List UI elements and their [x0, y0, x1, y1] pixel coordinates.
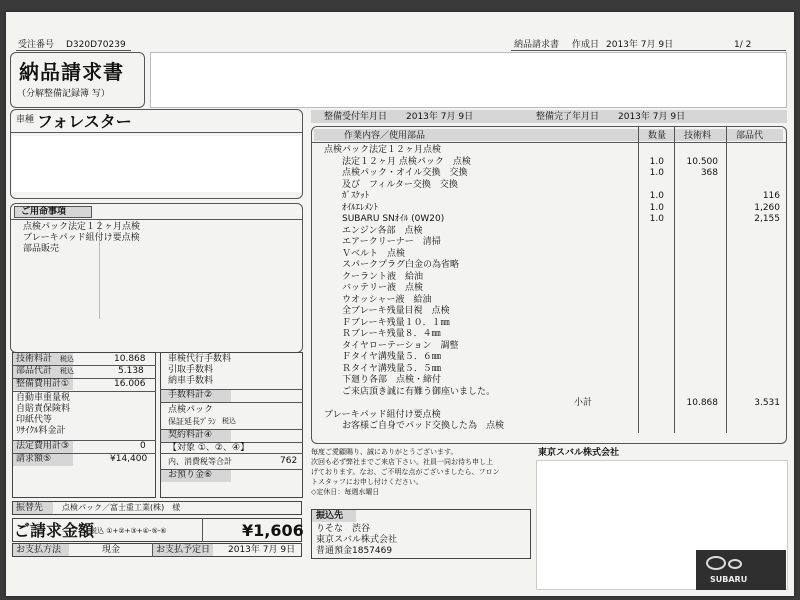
received-label: 整備受付年月日	[324, 112, 388, 122]
order-number: D320D70239	[66, 40, 126, 50]
note-line: トスタッフにお申し付けください。	[311, 478, 423, 486]
parts-total-label: 部品代計	[16, 366, 53, 376]
work-item-text: エンジン各部 点検	[342, 225, 423, 236]
legal-total: 0	[140, 441, 146, 451]
vehicle-label: 車種	[16, 115, 35, 125]
order-number-label: 受注番号	[18, 40, 55, 50]
col-content-header: 作業内容／使用部品	[344, 131, 426, 141]
legal-item: 自賠責保険料	[16, 404, 71, 414]
work-item-text: 点検パック・オイル交換 交換	[342, 168, 468, 178]
work-item-text: ご来店頂き誠に有難う御座いました。	[342, 386, 496, 397]
subaru-logo	[696, 550, 786, 590]
billing-formula: 税込 ①+②+③+④-⑤-⑥	[90, 527, 167, 535]
work-item-text: Ｒブレーキ残量８．４㎜	[342, 329, 441, 339]
request-box	[10, 203, 303, 353]
page-title: 納品請求書	[19, 60, 124, 84]
agency-fee-label: 車検代行手数料	[168, 354, 232, 364]
parts-total: 5.138	[118, 366, 144, 376]
work-item-qty: 1.0	[649, 191, 664, 201]
created-date: 2013年 7月 9日	[606, 40, 674, 50]
deposit-label: お預り金⑥	[168, 470, 213, 480]
work-item-text: Ｆタイヤ溝残量５．６㎜	[342, 352, 441, 362]
work-item-text: お客様ご自身でパッド交換した為 点検	[342, 421, 505, 431]
subtotal-tech: 10.868	[686, 398, 718, 408]
method-label: お支払方法	[16, 545, 62, 555]
work-item-tech: 10.500	[686, 156, 718, 167]
work-item-qty: 1.0	[649, 168, 664, 178]
bank-line: 普通預金1857469	[316, 546, 393, 556]
tax-excl-badge: 税込	[60, 367, 74, 375]
work-item-text: クーラント液 給油	[342, 271, 424, 282]
work-rows	[312, 144, 786, 444]
work-item-parts: 116	[762, 191, 780, 201]
request-item: ブレーキパッド組付け要点検	[23, 233, 140, 243]
work-item-text: ｵｲﾙｴﾚﾒﾝﾄ	[342, 202, 379, 213]
work-item-text: バッテリー液 点検	[342, 283, 424, 293]
logo-text: SUBARU	[710, 575, 748, 584]
work-item-text: ブレーキパッド組付け要点検	[324, 409, 441, 420]
work-item-text: 及び フィルター交換 交換	[342, 179, 458, 190]
tax-excl-badge: 税込	[60, 355, 74, 363]
tax-in-badge: 税込	[222, 417, 236, 425]
note-line: げております。なお、ご不明な点がございましたら、フロン	[311, 468, 500, 476]
work-item-text: エアークリーナー 清掃	[342, 237, 441, 247]
vehicle-box	[10, 109, 303, 199]
total-amount: ¥14,400	[110, 454, 148, 464]
work-item-text: 点検パック法定１２ヶ月点検	[324, 145, 442, 155]
work-item-text: ウオッシャー液 給油	[342, 294, 432, 305]
request-item: 部品販売	[23, 244, 60, 254]
contract-total-label: 契約料計④	[168, 430, 213, 440]
work-item-parts: 1,260	[754, 202, 780, 213]
customer-info-redacted	[150, 52, 787, 108]
created-label: 作成日	[572, 40, 600, 50]
subtotal-label: 小計	[574, 398, 593, 408]
notes	[311, 447, 531, 507]
due-label: お支払予定日	[156, 545, 211, 555]
consumption-tax: 762	[280, 456, 298, 466]
work-item-text: 法定１２ヶ月 点検パック 点検	[342, 156, 471, 167]
delivery-fee-label: 納車手数料	[168, 376, 214, 386]
warranty-label: 保証延長ﾌﾟﾗﾝ	[168, 417, 216, 426]
header-doc-label: 納品請求書	[514, 40, 560, 50]
work-row	[312, 420, 786, 432]
tech-total: 10.868	[114, 354, 146, 364]
work-item-text: Ｖベルト 点検	[342, 248, 406, 259]
note-line: 毎度ご愛顧賜り、誠にありがとうございます。	[311, 448, 458, 456]
col-qty-header: 数量	[648, 131, 667, 141]
work-item-text: SUBARU SNｵｲﾙ (0W20)	[342, 214, 445, 224]
completed-label: 整備完了年月日	[536, 112, 600, 122]
handling-total-label: 手数料計②	[168, 390, 213, 400]
total-label: 請求額⑤	[16, 454, 52, 464]
invoice-sheet	[6, 12, 794, 596]
dealer-name: 東京スバル株式会社	[538, 448, 620, 458]
service-total: 16.006	[114, 379, 146, 389]
request-item: 点検パック法定１２ヶ月点検	[23, 222, 141, 232]
bank-label: 振込先	[316, 511, 344, 521]
pickup-fee-label: 引取手数料	[168, 365, 214, 375]
vehicle-name: フォレスター	[37, 112, 132, 131]
billing-amount: ¥1,606	[242, 521, 304, 540]
service-total-label: 整備費用計①	[16, 379, 70, 389]
title-box	[10, 52, 145, 108]
bank-line: 東京スバル株式会社	[316, 535, 398, 545]
cost-table	[12, 352, 303, 498]
work-item-text: 下廻り各部 点検・締付	[342, 375, 442, 385]
work-item-text: ｶﾞｽｹｯﾄ	[342, 191, 370, 201]
legal-item: 印紙代等	[16, 415, 53, 425]
page-subtitle: （分解整備記録簿 写）	[17, 89, 110, 99]
bank-line: りそな 渋谷	[316, 524, 371, 534]
note-line: ◇定休日：毎週水曜日	[311, 488, 380, 496]
target-label: 【対象 ①、②、④】	[168, 443, 250, 453]
work-item-text: スパークプラグ白金の為省略	[342, 260, 460, 270]
work-item-text: タイヤローテーション 調整	[342, 340, 459, 351]
due-date: 2013年 7月 9日	[228, 545, 296, 555]
col-tech-header: 技術料	[684, 131, 712, 141]
completed-date: 2013年 7月 9日	[618, 112, 686, 122]
work-item-tech: 368	[700, 168, 718, 178]
work-item-qty: 1.0	[649, 202, 664, 213]
subtotal-parts: 3.531	[754, 398, 780, 408]
work-item-text: 全ブレーキ残量目視 点検	[342, 306, 450, 316]
received-date: 2013年 7月 9日	[406, 112, 474, 122]
transfer-label: 振替先	[16, 503, 44, 513]
work-item-text: Ｆブレーキ残量１０．１㎜	[342, 317, 450, 328]
consumption-tax-label: 内、消費税等合計	[168, 457, 232, 466]
page-number: 1/ 2	[734, 40, 752, 50]
method-value: 現金	[102, 545, 121, 555]
tech-total-label: 技術料計	[16, 354, 53, 364]
legal-item: 自動車重量税	[16, 393, 71, 403]
vehicle-details-redacted	[12, 136, 301, 192]
work-item-qty: 1.0	[649, 156, 664, 167]
transfer-value: 点検パック／富士重工業(株) 様	[62, 503, 181, 512]
col-parts-header: 部品代	[736, 131, 764, 141]
work-item-qty: 1.0	[649, 214, 664, 224]
work-item-text: Ｒタイヤ溝残量５．５㎜	[342, 363, 441, 374]
work-item-parts: 2,155	[754, 214, 780, 224]
note-line: 次回も必ず弊社までご来店下さい。社員一同お待ち申し上	[311, 458, 493, 466]
legal-item: ﾘｻｲｸﾙ料金計	[16, 426, 66, 436]
legal-total-label: 法定費用計③	[16, 441, 70, 451]
request-label: ご用命事項	[21, 207, 67, 217]
pack-label: 点検パック	[168, 405, 214, 415]
work-table	[311, 126, 787, 444]
billing-label: ご請求金額	[14, 521, 95, 540]
